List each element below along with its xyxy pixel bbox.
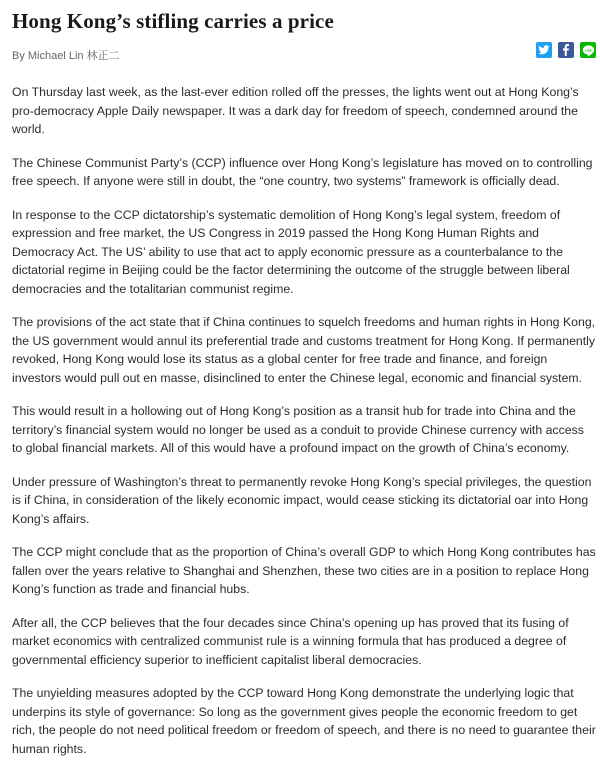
paragraph-1: On Thursday last week, as the last-ever edition rolled off the presses, the lights went out at Hong Kong’s pro-democracy Apple Daily newspaper. It was a dark day for freedom of speech, condemned around the world. (12, 85, 579, 136)
paragraph-2: The Chinese Communist Party’s (CCP) influence over Hong Kong’s legislature has moved on to controlling free speech. If anyone were still in doubt, the “one country, two systems” framework is officially dead. (12, 155, 593, 188)
paragraph-5: This would result in a hollowing out of Hong Kong’s position as a transit hub for trade into China and the territory’s financial system would no longer be used as a conduit to provide Chinese currency with access to global financial markets. All of this would have a profound impact on the growth of China’s economy. (12, 404, 584, 455)
share-bar (536, 42, 596, 58)
article-headline: Hong Kong’s stifling carries a price (12, 9, 334, 33)
facebook-icon (560, 44, 572, 56)
byline-row (12, 41, 596, 67)
line-share-button[interactable] (580, 42, 596, 58)
article-body (12, 83, 596, 758)
article (12, 0, 596, 773)
twitter-icon (538, 44, 550, 56)
paragraph-8: After all, the CCP believes that the four decades since China’s opening up has proved that its fusing of market economics with centralized communist rule is a winning formula that has produced a degree of governmental efficiency superior to inefficient capitalist liberal democracies. (12, 615, 569, 667)
byline: By Michael Lin 林正二 (12, 50, 120, 62)
facebook-share-button[interactable] (558, 42, 574, 58)
paragraph-3: In response to the CCP dictatorship’s systematic demolition of Hong Kong’s legal system, freedom of expression and free market, the US Congress in 2019 passed the Hong Kong Human Rights and Democracy Act. The US’ ability to use that act to apply economic pressure as a counterbalance to the dictatorial regime in Beijing could be the factor determining the outcome of the struggle between liberal democracies and the totalitarian communist regime. (12, 207, 570, 296)
line-icon (582, 44, 595, 57)
paragraph-9: The unyielding measures adopted by the CCP toward Hong Kong demonstrate the underlying logic that underpins its style of governance: So long as the government gives people the economic freedom to get rich, the people do not need political freedom or freedom of speech, and there is no need to guarantee their human rights. (12, 686, 596, 756)
paragraph-7: The CCP might conclude that as the proportion of China’s overall GDP to which Hong Kong contributes has fallen over the years relative to Shanghai and Shenzhen, these two cities are in a position to replace Hong Kong’s function as trade and financial hubs. (12, 545, 596, 596)
paragraph-6: Under pressure of Washington’s threat to permanently revoke Hong Kong’s special privileges, the question is if China, in consideration of the likely economic impact, would cease sticking its dictatorial oar into Hong Kong’s affairs. (12, 474, 592, 526)
line-icon-label: LINE (584, 47, 592, 52)
twitter-share-button[interactable] (536, 42, 552, 58)
paragraph-4: The provisions of the act state that if China continues to squelch freedoms and human rights in Hong Kong, the US government would annul its preferential trade and customs treatment for Hong Kong. If permanently revoked, Hong Kong would lose its status as a global center for free trade and finance, and foreign investors would pull out en masse, disinclined to enter the Chinese legal, economic and financial system. (12, 315, 596, 385)
